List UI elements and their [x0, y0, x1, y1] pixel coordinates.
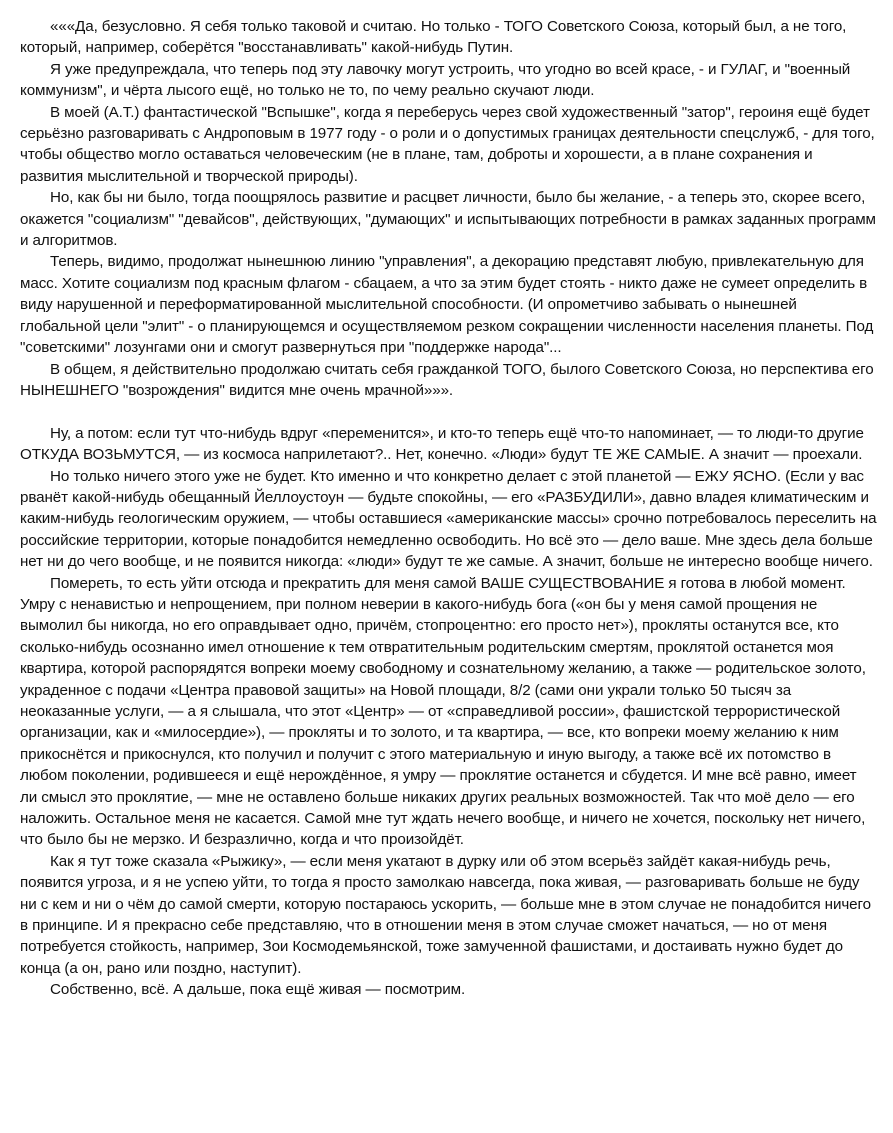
paragraph: Теперь, видимо, продолжат нынешнюю линию "управления", а декорацию представят любую, привлекательную для масс. Хотите социализм под красным флагом - сбацаем, а что за этим будет стоять - никто даже не сумеет определить в виду нарушенной и переформатированной мыслительной способности. (И опрометчиво забывать о нынешней глобальной цели "элит" - о планирующемся и осуществляемом резком сокращении численности населения планеты. Под "советскими" лозунгами они и смогут развернуться при "поддержке народа"...: [20, 253, 874, 357]
paragraph: Как я тут тоже сказала «Рыжику», — если меня укатают в дурку или об этом всерьёз зайдёт какая-нибудь речь, появится угроза, и я не успею уйти, то тогда я просто замолкаю навсегда, пока живая, — разговаривать больше не буду ни с кем и ни о чём до самой смерти, которую постараюсь ускорить, — больше мне в этом случае не понадобится ничего в принципе. И я прекрасно себе представляю, что в отношении меня в этом случае сможет начаться, — но от меня потребуется стойкость, например, Зои Космодемьянской, тоже замученной фашистами, и достаивать нужно будет до конца (а он, рано или поздно, наступит).: [20, 852, 871, 977]
paragraph: В общем, я действительно продолжаю считать себя гражданкой ТОГО, былого Советского Союза, но перспектива его НЫНЕШНЕГО "возрождения" видится мне очень мрачной»»».: [20, 360, 874, 399]
paragraph: В моей (А.Т.) фантастической "Вспышке", когда я переберусь через свой художественный "затор", героиня ещё будет серьёзно разговаривать с Андроповым в 1977 году - о роли и о допустимых границах деятельности спецслужб, - для того, чтобы общество могло оставаться человеческим (не в плане, там, доброты и хорошести, а в плане сохранения и развития мыслительной и творческой природы).: [20, 103, 875, 185]
section-spacer: [20, 401, 877, 422]
paragraph: Собственно, всё. А дальше, пока ещё живая — посмотрим.: [50, 981, 466, 999]
paragraph: Но, как бы ни было, тогда поощрялось развитие и расцвет личности, было бы желание, - а теперь это, скорее всего, окажется "социализм" "девайсов", действующих, "думающих" и испытывающих потребности в рамках заданных программ и алгоритмов.: [20, 189, 876, 250]
paragraph: Ну, а потом: если тут что-нибудь вдруг «переменится», и кто-то теперь ещё что-то напоминает, — то люди-то другие ОТКУДА ВОЗЬМУТСЯ, — из космоса наприлетают?.. Нет, конечно. «Люди» будут ТЕ ЖЕ САМЫЕ. А значит — проехали.: [20, 424, 864, 464]
paragraph: «««Да, безусловно. Я себя только таковой и считаю. Но только - ТОГО Советского Союза, который был, а не того, который, например, соберётся "восстанавливать" какой-нибудь Путин.: [20, 18, 847, 57]
paragraph: Помереть, то есть уйти отсюда и прекратить для меня самой ВАШЕ СУЩЕСТВОВАНИЕ я готова в любой момент. Умру с ненавистью и непрощением, при полном неверии в какого-нибудь бога («он бы у меня самой прощения не вымолил бы никогда, но его оправдывает одно, причём, стопроцентно: его просто нет»), прокляты останутся все, кто сколько-нибудь осознанно имел отношение к тем отвратительным родительским смертям, проклятой останется моя квартира, которой распорядятся вопреки моему свободному и сознательному желанию, а также — родительское золото, украденное с подачи «Центра правовой защиты» на Новой площади, 8/2 (сами они украли только 50 тысяч за неоказанные услуги, — а я слышала, что этот «Центр» — от «справедливой россии», фашистской террористической организации, как и «милосердие»), — прокляты и то золото, и та квартира, — все, кто вопреки моему желанию к ним прикоснётся и прикоснулся, кто получил и получит с этого материальную и иную выгоду, а также всё их потомство в любом поколении, родившееся и ещё нерождённое, я умру — проклятие останется и сбудется. И мне всё равно, имеет ли смысл это проклятие, — мне не оставлено больше никаких других реальных возможностей. Так что моё дело — его наложить. Остальное меня не касается. Самой мне тут ждать нечего вообще, и ничего не хочется, поскольку нет ничего, что было бы не мерзко. И безразлично, когда и что произойдёт.: [20, 574, 866, 849]
paragraph: Но только ничего этого уже не будет. Кто именно и что конкретно делает с этой планетой — ЕЖУ ЯСНО. (Если у вас рванёт какой-нибудь обещанный Йеллоустоун — будьте спокойны, — его «РАЗБУДИЛИ», давно владея климатическим и каким-нибудь геологическим оружием, — чтобы оставшиеся «американские массы» срочно потребовалось переселить на российские территории, которые понадобится немедленно освободить. Но всё это — дело ваше. Мне здесь дела больше нет ни до чего вообще, и не появится никогда: «люди» будут те же самые. А значит, больше не интересно вообще ничего.: [20, 467, 877, 571]
paragraph: Я уже предупреждала, что теперь под эту лавочку могут устроить, что угодно во всей красе, - и ГУЛАГ, и "военный коммунизм", и чёрта лысого ещё, но только не то, по чему реально скучают люди.: [20, 60, 851, 100]
